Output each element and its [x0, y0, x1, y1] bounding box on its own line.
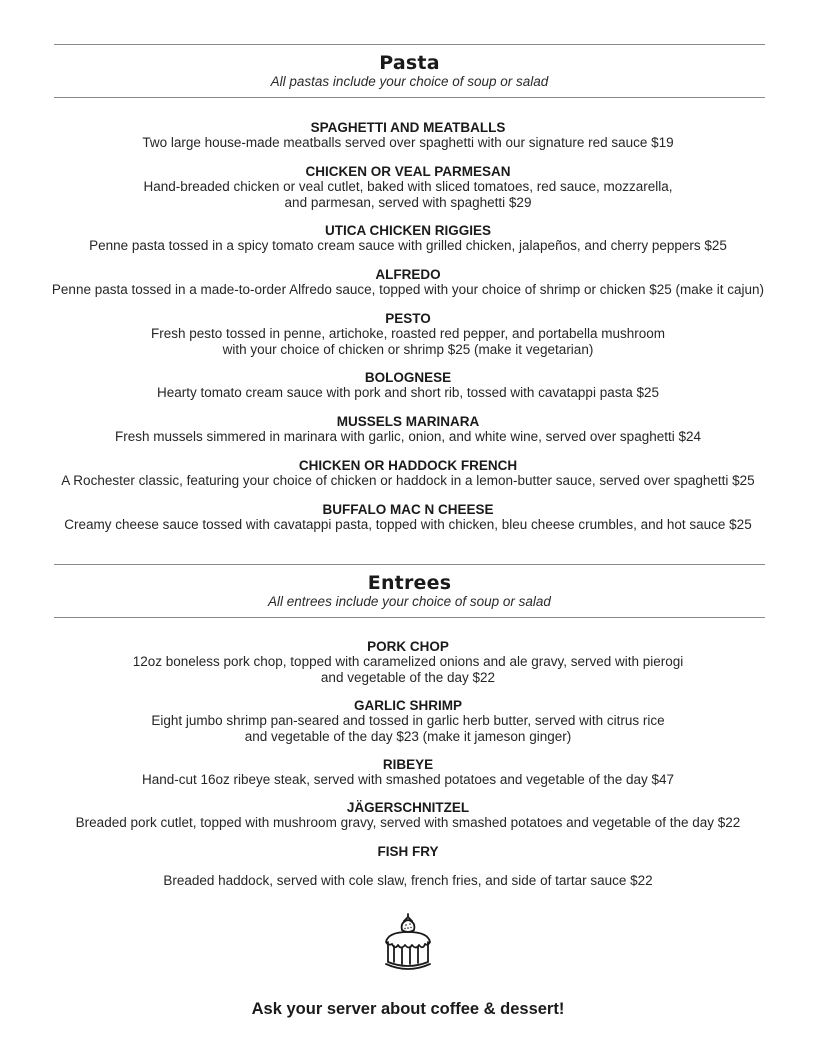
item-name: BUFFALO MAC N CHEESE [322, 502, 494, 517]
item-name: PESTO [385, 311, 431, 326]
item-description: Breaded pork cutlet, topped with mushroom gravy, served with smashed potatoes and vegetable of the day $22 [75, 815, 741, 830]
item-name: MUSSELS MARINARA [336, 414, 480, 429]
cake-with-strawberry-icon [376, 912, 440, 976]
item-description: Creamy cheese sauce tossed with cavatappi pasta, topped with chicken, bleu cheese crumbles, and hot sauce $25 [64, 517, 752, 532]
entrees-subtitle: All entrees include your choice of soup or salad [268, 594, 551, 609]
pasta-title: Pasta [379, 52, 440, 74]
item-name: JÄGERSCHNITZEL [346, 800, 470, 815]
pasta-subtitle: All pastas include your choice of soup or salad [270, 74, 549, 89]
menu-item [0, 311, 816, 357]
item-name: ALFREDO [375, 267, 441, 282]
item-name: PORK CHOP [367, 639, 449, 654]
menu-item [0, 844, 816, 889]
item-name: FISH FRY [377, 844, 439, 859]
item-name: CHICKEN OR HADDOCK FRENCH [298, 458, 518, 473]
item-description: 12oz boneless pork chop, topped with caramelized onions and ale gravy, served with pierogi and vegetable of the day $22 [132, 654, 684, 685]
item-name: GARLIC SHRIMP [354, 698, 462, 713]
item-description: Penne pasta tossed in a made-to-order Alfredo sauce, topped with your choice of shrimp or chicken $25 (make it cajun) [51, 282, 765, 297]
item-name: CHICKEN OR VEAL PARMESAN [305, 164, 511, 179]
menu-item [0, 698, 816, 744]
menu-item [0, 414, 816, 445]
item-description: Hand-breaded chicken or veal cutlet, baked with sliced tomatoes, red sauce, mozzarella, and parmesan, served with spaghetti $29 [143, 179, 673, 210]
entrees-title: Entrees [367, 572, 452, 594]
menu-item [0, 164, 816, 210]
item-description: Two large house-made meatballs served over spaghetti with our signature red sauce $19 [142, 135, 674, 150]
item-description: Penne pasta tossed in a spicy tomato cream sauce with grilled chicken, jalapeños, and cherry peppers $25 [89, 238, 727, 253]
entrees-header [54, 564, 765, 618]
footer-message: Ask your server about coffee & dessert! [251, 1000, 565, 1018]
item-name: SPAGHETTI AND MEATBALLS [310, 120, 506, 135]
item-name: RIBEYE [382, 757, 434, 772]
menu-item [0, 757, 816, 788]
pasta-header [54, 44, 765, 98]
item-description: A Rochester classic, featuring your choice of chicken or haddock in a lemon-butter sauce, served over spaghetti $25 [61, 473, 755, 488]
item-description: Breaded haddock, served with cole slaw, french fries, and side of tartar sauce $22 [163, 873, 653, 888]
item-description: Hearty tomato cream sauce with pork and short rib, tossed with cavatappi pasta $25 [156, 385, 659, 400]
menu-item [0, 370, 816, 401]
item-description: Hand-cut 16oz ribeye steak, served with smashed potatoes and vegetable of the day $47 [141, 772, 675, 787]
menu-item [0, 639, 816, 685]
menu-item [0, 800, 816, 831]
item-name: BOLOGNESE [364, 370, 452, 385]
item-description: Fresh mussels simmered in marinara with garlic, onion, and white wine, served over spaghetti $24 [114, 429, 702, 444]
menu-item [0, 120, 816, 151]
menu-item [0, 267, 816, 298]
menu-item [0, 502, 816, 533]
menu-item [0, 223, 816, 254]
menu-item [0, 458, 816, 489]
item-description: Fresh pesto tossed in penne, artichoke, roasted red pepper, and portabella mushroom with your choice of chicken or shrimp $25 (make it vegetarian) [150, 326, 666, 357]
item-description: Eight jumbo shrimp pan-seared and tossed in garlic herb butter, served with citrus rice and vegetable of the day $23 (make it jameson ginger) [151, 713, 665, 744]
item-name: UTICA CHICKEN RIGGIES [324, 223, 491, 238]
